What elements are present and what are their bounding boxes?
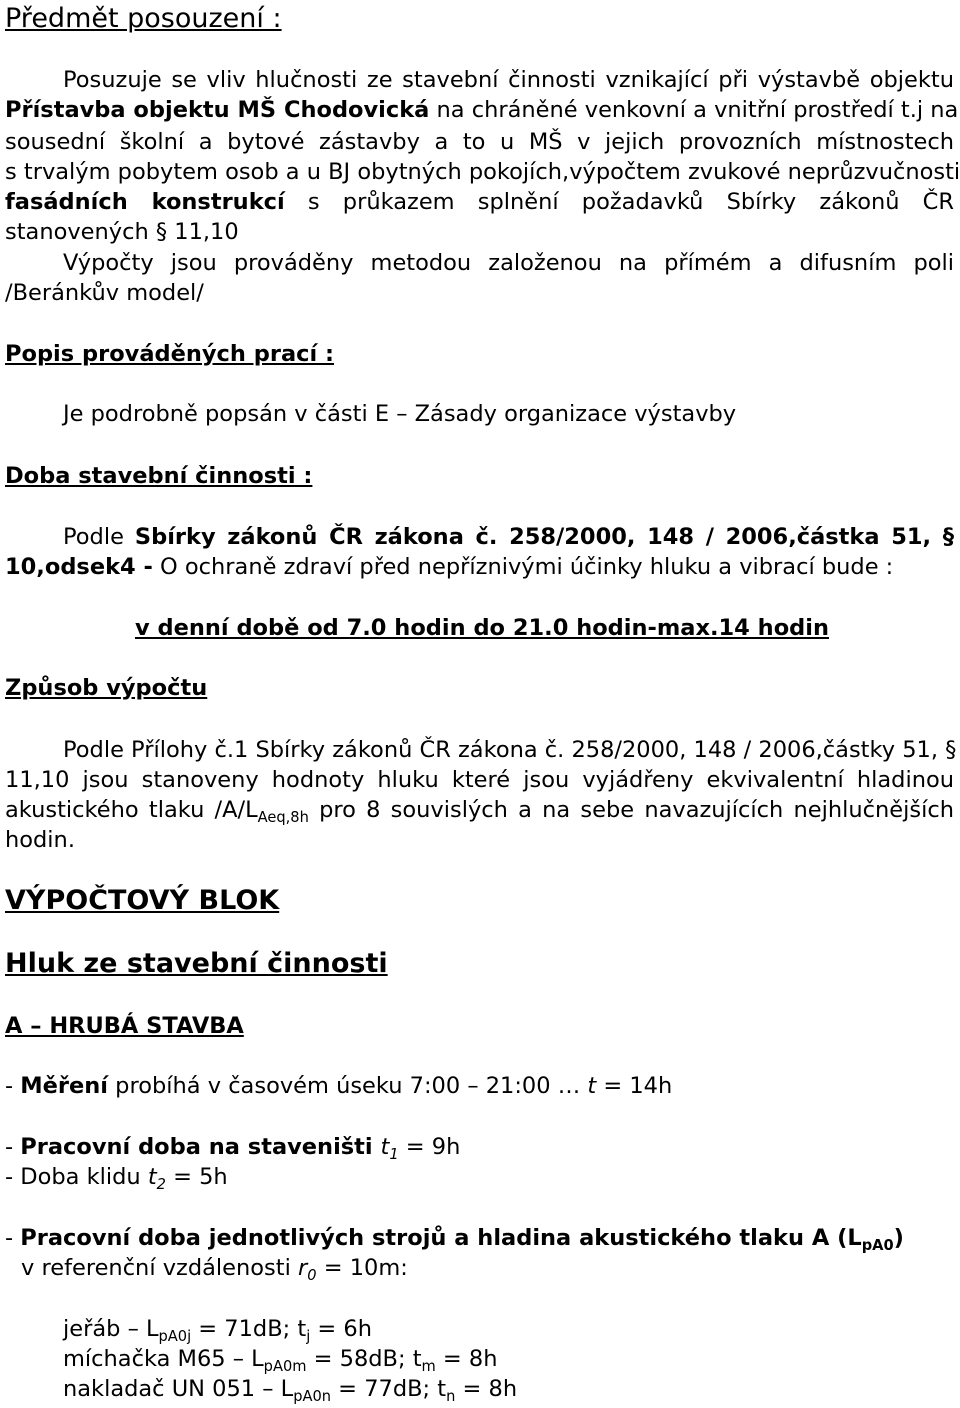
- zpusob-line-3: akustického tlaku $/A/L_{Aeq,8h}$ pro 8 souvislých a na sebe navazujících nejhlučnějších: [5, 797, 954, 827]
- intro-line-2: Přístavba objektu MŠ Chodovická na chráněné venkovní a vnitřní prostředí t.j na: [5, 97, 959, 123]
- machine-row: jeřáb – $L_{pA0j} = 71dB$; $t_j = 6h$: [63, 1316, 372, 1346]
- heading-predmet: Předmět posouzení :: [5, 3, 282, 34]
- doba-line-2: 10,odsek4 - O ochraně zdraví před nepříznivými účinky hluku a vibrací bude :: [5, 554, 894, 580]
- page-title: [5, 4, 954, 34]
- doba-klidu-line: - Doba klidu $t_2 = 5h$: [5, 1164, 228, 1194]
- intro-line-4: s trvalým pobytem osob a u BJ obytných pokojích,výpočtem zvukové neprůzvučnosti: [5, 159, 960, 185]
- stroje-line: - Pracovní doba jednotlivých strojů a hladina akustického tlaku A $(L_{pA0})$: [5, 1225, 904, 1255]
- zpusob-line-2: 11,10 jsou stanoveny hodnoty hluku které jsou vyjádřeny ekvivalentní hladinou: [5, 767, 954, 793]
- popis-text: Je podrobně popsán v části E – Zásady organizace výstavby: [63, 401, 737, 427]
- intro-line-6: stanovených § 11,10: [5, 219, 239, 245]
- mereni-line: - Měření probíhá v časovém úseku 7:00 – 21:00 … t = 14h: [5, 1073, 673, 1099]
- heading-hruba-stavba: A – HRUBÁ STAVBA: [5, 1013, 244, 1039]
- zpusob-line-4: hodin.: [5, 827, 75, 853]
- zpusob-line-1: Podle Přílohy č.1 Sbírky zákonů ČR zákona č. 258/2000, 148 / 2006,částky 51, §: [63, 737, 957, 763]
- intro-line-7: Výpočty jsou prováděny metodou založenou na přímém a difusním poli: [63, 250, 954, 276]
- intro-line-8: /Beránkův model/: [5, 280, 204, 306]
- heading-hluk: Hluk ze stavební činnosti: [5, 948, 388, 979]
- intro-line-1: Posuzuje se vliv hlučnosti ze stavební činnosti vznikající při výstavbě objektu: [63, 67, 954, 93]
- machine-row: míchačka $M65 - L_{pA0m} = 58dB$; $t_m = 8h$: [63, 1346, 498, 1376]
- denni-doba: v denní době od 7.0 hodin do 21.0 hodin-max.14 hodin: [135, 615, 829, 641]
- referencni-line: v referenční vzdálenosti $r_0 = 10m$:: [21, 1255, 408, 1285]
- heading-doba: Doba stavební činnosti :: [5, 463, 313, 489]
- heading-vypoctovy-blok: VÝPOČTOVÝ BLOK: [5, 885, 280, 916]
- intro-line-5: fasádních konstrukcí s průkazem splnění požadavků Sbírky zákonů ČR: [5, 189, 955, 215]
- doba-line-1: Podle Sbírky zákonů ČR zákona č. 258/2000, 148 / 2006,částka 51, §: [63, 524, 954, 550]
- heading-popis: Popis prováděných prací :: [5, 341, 335, 367]
- machine-row: nakladač UN $051 - L_{pA0n} = 77dB$; $t_n = 8h$: [63, 1376, 518, 1406]
- pracovni-doba-line: - Pracovní doba na staveništi $t_1 = 9h$: [5, 1134, 461, 1164]
- intro-line-3: sousední školní a bytové zástavby a to u MŠ v jejich provozních místnostech: [5, 129, 954, 155]
- heading-zpusob: Způsob výpočtu: [5, 675, 208, 701]
